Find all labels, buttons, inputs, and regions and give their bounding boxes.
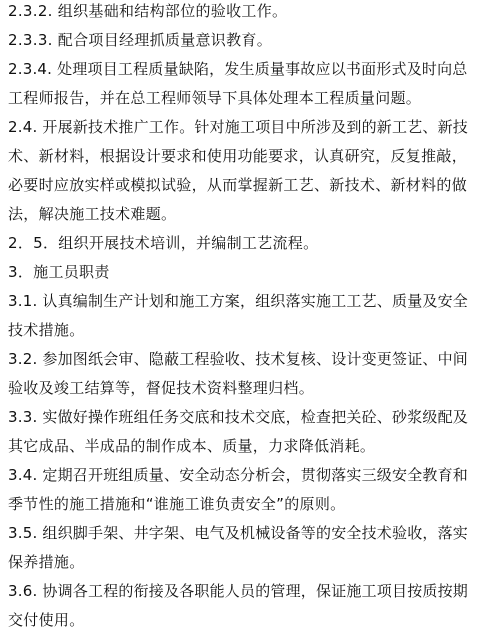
text-line: 技术措施。 bbox=[8, 321, 85, 339]
text-line: 3.4. 定期召开班组质量、安全动态分析会，贯彻落实三级安全教育和 bbox=[8, 466, 468, 484]
text-line: 工程师报告，并在总工程师领导下具体处理本工程质量问题。 bbox=[8, 89, 422, 107]
text-line: 法，解决施工技术难题。 bbox=[8, 205, 177, 223]
text-line: 3.2. 参加图纸会审、隐蔽工程验收、技术复核、设计变更签证、中间 bbox=[8, 350, 468, 368]
text-line: 3.3. 实做好操作班组任务交底和技术交底，检查把关砼、砂浆级配及 bbox=[8, 408, 468, 426]
text-line: 术、新材料，根据设计要求和使用功能要求，认真研究，反复推敲， bbox=[8, 147, 468, 165]
text-line: 2.3.4. 处理项目工程质量缺陷，发生质量事故应以书面形式及时向总 bbox=[8, 60, 468, 78]
text-line: 季节性的施工措施和“谁施工谁负责安全”的原则。 bbox=[8, 495, 346, 513]
text-line: 2．5．组织开展技术培训，并编制工艺流程。 bbox=[8, 234, 319, 252]
text-line: 3.6. 协调各工程的衔接及各职能人员的管理，保证施工项目按质按期 bbox=[8, 582, 468, 600]
text-line: 2.3.2. 组织基础和结构部位的验收工作。 bbox=[8, 2, 288, 20]
text-line: 3.1. 认真编制生产计划和施工方案，组织落实施工工艺、质量及安全 bbox=[8, 292, 468, 310]
text-line: 其它成品、半成品的制作成本、质量，力求降低消耗。 bbox=[8, 437, 376, 455]
section-heading: 3．施工员职责 bbox=[8, 263, 110, 281]
text-line: 2.3.3. 配合项目经理抓质量意识教育。 bbox=[8, 31, 273, 49]
text-line: 保养措施。 bbox=[8, 553, 85, 571]
text-line: 2.4. 开展新技术推广工作。针对施工项目中所涉及到的新工艺、新技 bbox=[8, 118, 468, 136]
text-line: 验收及竣工结算等，督促技术资料整理归档。 bbox=[8, 379, 315, 397]
text-line: 交付使用。 bbox=[8, 611, 85, 629]
text-line: 必要时应放实样或模拟试验，从而掌握新工艺、新技术、新材料的做 bbox=[8, 176, 468, 194]
text-line: 3.5. 组织脚手架、井字架、电气及机械设备等的安全技术验收，落实 bbox=[8, 524, 468, 542]
